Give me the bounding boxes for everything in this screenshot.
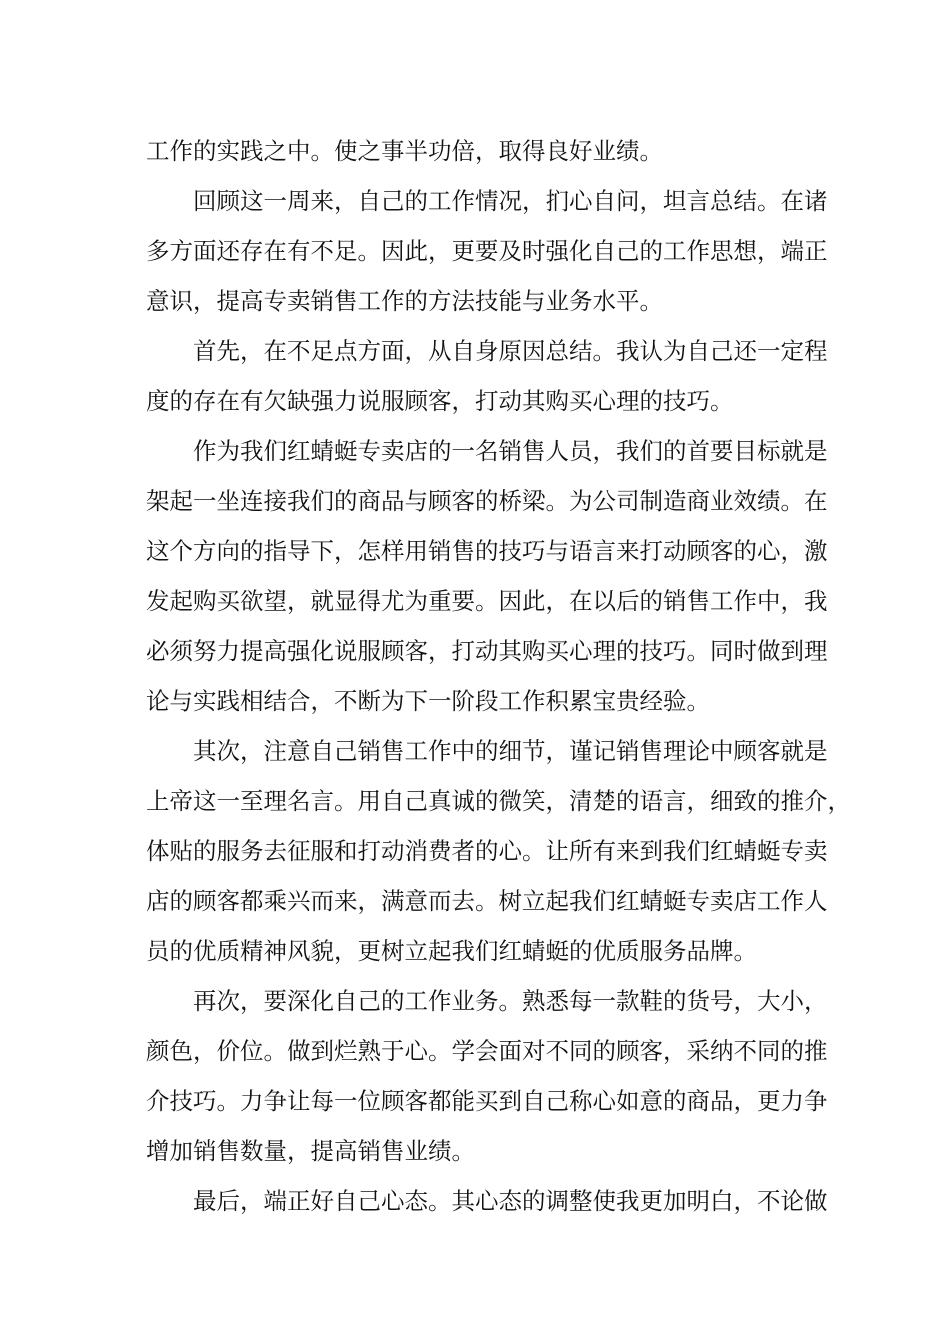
text-line: 度的存在有欠缺强力说服顾客，打动其购买心理的技巧。 bbox=[146, 387, 734, 415]
paragraph-start-line: 其次，注意自己销售工作中的细节，谨记销售理论中顾客就是 bbox=[193, 737, 828, 765]
text-line: 发起购买欲望，就显得尤为重要。因此，在以后的销售工作中，我 bbox=[146, 587, 828, 615]
text-line: 论与实践相结合，不断为下一阶段工作积累宝贵经验。 bbox=[146, 687, 710, 715]
text-line: 增加销售数量，提高销售业绩。 bbox=[146, 1137, 475, 1165]
text-line: 体贴的服务去征服和打动消费者的心。让所有来到我们红蜻蜓专卖 bbox=[146, 837, 828, 865]
text-line: 员的优质精神风貌，更树立起我们红蜻蜓的优质服务品牌。 bbox=[146, 937, 757, 965]
paragraph-start-line: 首先，在不足点方面，从自身原因总结。我认为自己还一定程 bbox=[193, 337, 828, 365]
paragraph-start-line: 再次，要深化自己的工作业务。熟悉每一款鞋的货号，大小， bbox=[193, 987, 828, 1015]
text-line: 颜色，价位。做到烂熟于心。学会面对不同的顾客，采纳不同的推 bbox=[146, 1037, 828, 1065]
paragraph-start-line: 最后，端正好自己心态。其心态的调整使我更加明白，不论做 bbox=[193, 1187, 828, 1215]
text-line: 介技巧。力争让每一位顾客都能买到自己称心如意的商品，更力争 bbox=[146, 1087, 828, 1115]
text-line: 必须努力提高强化说服顾客，打动其购买心理的技巧。同时做到理 bbox=[146, 637, 828, 665]
paragraph-start-line: 回顾这一周来，自己的工作情况，扪心自问，坦言总结。在诸 bbox=[193, 187, 828, 215]
document-body bbox=[146, 126, 851, 1226]
text-line: 店的顾客都乘兴而来，满意而去。树立起我们红蜻蜓专卖店工作人 bbox=[146, 887, 828, 915]
text-line: 多方面还存在有不足。因此，更要及时强化自己的工作思想，端正 bbox=[146, 237, 828, 265]
text-line: 架起一坐连接我们的商品与顾客的桥梁。为公司制造商业效绩。在 bbox=[146, 487, 828, 515]
text-line: 工作的实践之中。使之事半功倍，取得良好业绩。 bbox=[146, 137, 663, 165]
paragraph-start-line: 作为我们红蜻蜓专卖店的一名销售人员，我们的首要目标就是 bbox=[193, 437, 828, 465]
text-line: 这个方向的指导下，怎样用销售的技巧与语言来打动顾客的心，激 bbox=[146, 537, 828, 565]
text-line: 上帝这一至理名言。用自己真诚的微笑，清楚的语言，细致的推介， bbox=[146, 787, 851, 815]
text-line: 意识，提高专卖销售工作的方法技能与业务水平。 bbox=[146, 287, 663, 315]
